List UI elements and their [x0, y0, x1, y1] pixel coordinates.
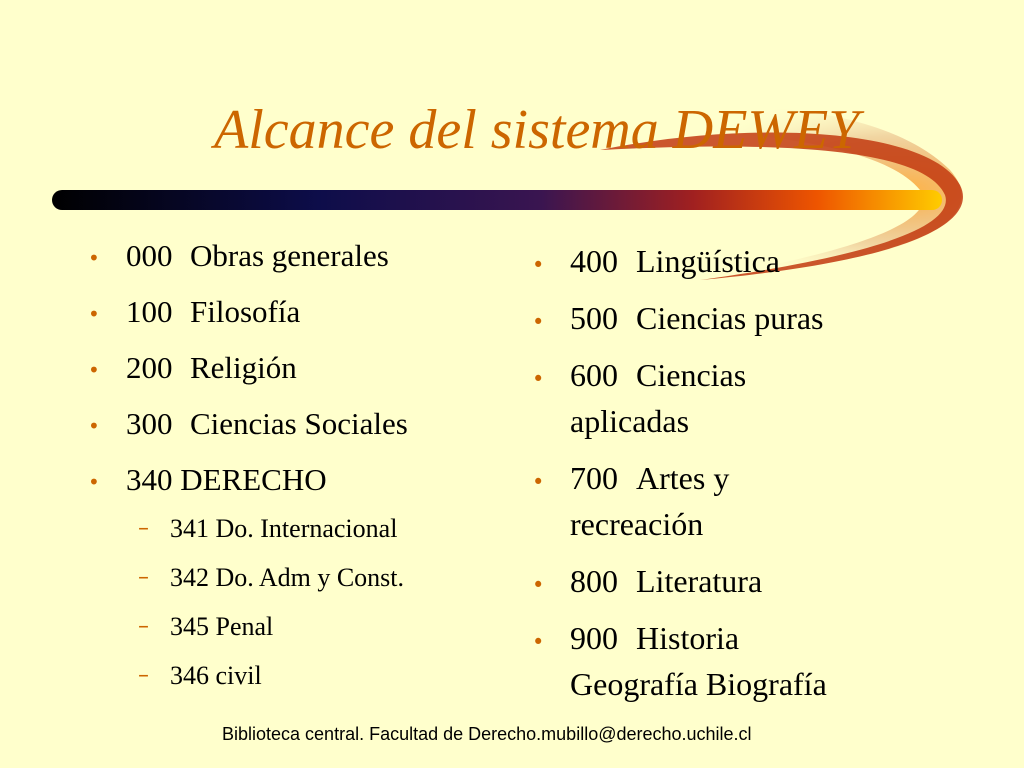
dewey-code: 700 — [570, 460, 618, 496]
dewey-code: 400 — [570, 243, 618, 279]
dewey-code: 800 — [570, 563, 618, 599]
list-item — [528, 455, 968, 547]
slide-footer: Biblioteca central. Facultad de Derecho.mubillo@derecho.uchile.cl — [222, 724, 752, 744]
dewey-code: 300 — [126, 406, 173, 441]
bullet-icon: • — [88, 246, 100, 270]
dewey-label: Religión — [190, 350, 297, 385]
dewey-label: Obras generales — [190, 238, 389, 273]
dewey-code: 100 — [126, 294, 173, 329]
dewey-label: Ciencias — [636, 357, 747, 393]
dash-icon: – — [138, 565, 149, 590]
swoosh-bar — [52, 190, 942, 210]
dewey-label-line2: Geografía Biografía — [570, 666, 827, 702]
dash-icon: – — [138, 663, 149, 688]
slide-title: Alcance del sistema DEWEY — [214, 99, 860, 161]
bullet-icon: • — [88, 358, 100, 382]
bullet-icon: • — [532, 253, 545, 277]
list-item — [528, 238, 968, 284]
dash-icon: – — [138, 516, 149, 541]
dash-icon: – — [138, 614, 149, 639]
sub-list-item — [84, 612, 504, 661]
sub-list-item — [84, 514, 504, 563]
bullet-icon: • — [88, 470, 100, 494]
list-item — [528, 352, 968, 444]
list-item — [528, 295, 968, 341]
list-item — [528, 615, 968, 707]
dewey-label: Ciencias Sociales — [190, 406, 408, 441]
sub-item-label: 341 Do. Internacional — [170, 514, 398, 543]
bullet-icon: • — [532, 630, 545, 654]
dewey-code: 900 — [570, 620, 618, 656]
list-item — [84, 238, 504, 294]
right-column — [528, 238, 968, 707]
sub-item-label: 346 civil — [170, 661, 262, 690]
dewey-code: 500 — [570, 300, 618, 336]
list-item — [84, 406, 504, 462]
bullet-icon: • — [532, 470, 545, 494]
dewey-label: Lingüística — [636, 243, 780, 279]
list-item — [84, 350, 504, 406]
dewey-label: Artes y — [636, 460, 730, 496]
sub-item-label: 342 Do. Adm y Const. — [170, 563, 405, 592]
dewey-label: Ciencias puras — [636, 300, 824, 336]
dewey-code: 000 — [126, 238, 173, 273]
dewey-label: Historia — [636, 620, 740, 656]
bullet-icon: • — [532, 573, 545, 597]
sub-item-label: 345 Penal — [170, 612, 274, 641]
sub-list-item — [84, 563, 504, 612]
bullet-icon: • — [532, 367, 545, 391]
dewey-label-line2: recreación — [570, 506, 704, 542]
left-column — [84, 238, 504, 710]
dewey-code: 200 — [126, 350, 173, 385]
dewey-label: Filosofía — [190, 294, 301, 329]
dewey-code: 600 — [570, 357, 618, 393]
dewey-label-line2: aplicadas — [570, 403, 690, 439]
list-item — [84, 294, 504, 350]
list-item — [84, 462, 504, 514]
bullet-icon: • — [88, 414, 100, 438]
dewey-label: 340 DERECHO — [126, 462, 327, 497]
bullet-icon: • — [88, 302, 100, 326]
dewey-label: Literatura — [636, 563, 763, 599]
list-item — [528, 558, 968, 604]
bullet-icon: • — [532, 310, 545, 334]
sub-list-item — [84, 661, 504, 710]
